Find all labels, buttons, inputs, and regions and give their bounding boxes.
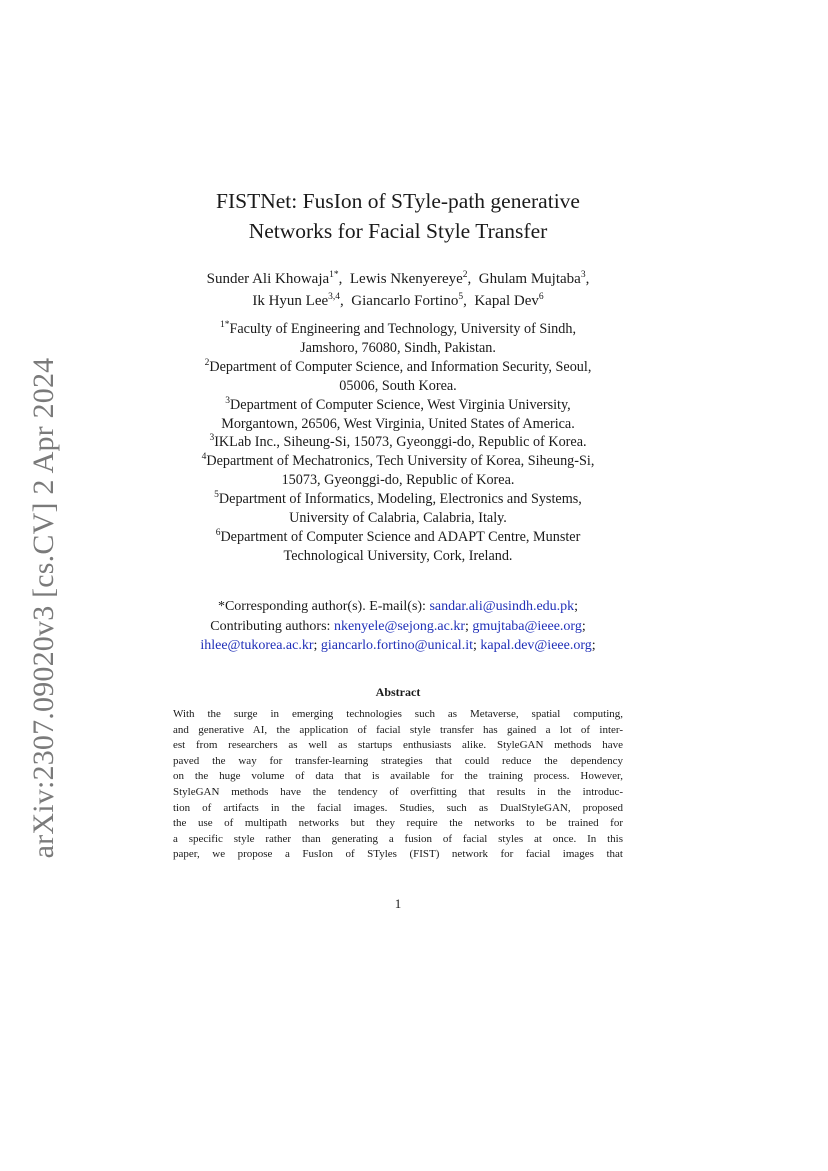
title-line: FISTNet: FusIon of STyle-path generative: [216, 189, 580, 213]
affiliation: $^4$Department of Mechatronics, Tech University of Korea, Siheung-Si, 15073, Gyeonggi-do, Republic of Korea.: [201, 452, 595, 489]
author: Kapal Dev$^6$: [474, 292, 544, 309]
affiliation: $^3$Department of Computer Science, West Virginia University, Morgantown, 26506, West Virginia, United States of America.: [221, 395, 575, 432]
author: Lewis Nkenyereye$^2$: [349, 270, 468, 287]
affiliation-list: [170, 320, 626, 566]
abstract-line: est from researchers as well as startups enthusiasts alike. StyleGAN methods have: [173, 739, 623, 752]
email-link[interactable]: ihlee@tukorea.ac.kr: [200, 638, 314, 653]
author: Ghulam Mujtaba$^3$: [478, 270, 586, 287]
paper-title: [170, 186, 626, 246]
email-link[interactable]: gmujtaba@ieee.org: [472, 618, 582, 634]
author: Giancarlo Fortino$^5$: [351, 292, 464, 309]
email-link[interactable]: kapal.dev@ieee.org: [480, 638, 592, 653]
author-line: Ik Hyun Lee$^{3,4}$, Giancarlo Fortino$^5$, Kapal Dev$^6$: [252, 292, 544, 309]
email-link[interactable]: nkenyele@sejong.ac.kr: [333, 618, 466, 634]
affiliation: $^2$Department of Computer Science, and Information Security, Seoul, 05006, South Korea.: [204, 357, 592, 394]
author-list: [170, 268, 626, 312]
email-link[interactable]: sandar.ali@usindh.edu.pk: [429, 599, 575, 614]
author-line: Sunder Ali Khowaja$^{1*}$, Lewis Nkenyereye$^2$, Ghulam Mujtaba$^3$,: [206, 270, 590, 287]
arxiv-identifier-stamp: arXiv:2307.09020v3 [cs.CV] 2 Apr 2024: [27, 357, 60, 859]
abstract-line: StyleGAN methods have the tendency of overfitting that results in the introduc-: [173, 785, 623, 798]
abstract-line: the use of multipath networks but they require the networks to be trained for: [173, 817, 623, 830]
author: Ik Hyun Lee$^{3,4}$: [252, 292, 341, 309]
abstract-body: [173, 707, 623, 863]
contributing-label: Contributing authors:: [210, 618, 331, 634]
abstract-line: and generative AI, the application of facial style transfer has gained a lot of inter-: [173, 723, 623, 736]
abstract-line: tion of artifacts in the facial images. Studies, such as DualStyleGAN, proposed: [173, 801, 623, 814]
affiliation: $^3$IKLab Inc., Siheung-Si, 15073, Gyeonggi-do, Republic of Korea.: [209, 433, 587, 451]
author: Sunder Ali Khowaja$^{1*}$: [206, 270, 339, 287]
page-number: 1: [394, 896, 402, 911]
email-link[interactable]: giancarlo.fortino@unical.it: [320, 638, 473, 653]
abstract-line: on the huge volume of data that is available for the training process. However,: [173, 770, 623, 783]
corresponding-label: *Corresponding author(s). E-mail(s):: [217, 599, 426, 614]
abstract-line: a specific style rather than generating a fusion of facial styles at once. In this: [173, 832, 623, 845]
affiliation: $^{1*}$Faculty of Engineering and Technology, University of Sindh, Jamshoro, 76080, Sindh, Pakistan.: [219, 320, 577, 356]
abstract-heading: Abstract: [375, 685, 421, 699]
abstract-line: paved the way for transfer-learning strategies that could reduce the dependency: [173, 754, 623, 767]
affiliation: $^5$Department of Informatics, Modeling, Electronics and Systems, University of Calabria, Calabria, Italy.: [214, 490, 582, 527]
abstract-line: paper, we propose a FusIon of STyles (FIST) network for facial images that: [173, 848, 623, 861]
title-line: Networks for Facial Style Transfer: [248, 219, 548, 243]
affiliation: $^6$Department of Computer Science and ADAPT Centre, Munster Technological University, Cork, Ireland.: [215, 527, 581, 564]
contact-block: *Corresponding author(s). E-mail(s): sandar.ali@usindh.edu.pk; Contributing authors: nkenyele@sejong.ac.kr; gmujtaba@ieee.org; ihlee@tukorea.ac.kr; giancarlo.fortino@unical.it; kapal.dev@ieee.org;: [200, 599, 596, 653]
abstract-line: With the surge in emerging technologies such as Metaverse, spatial computing,: [173, 708, 623, 720]
